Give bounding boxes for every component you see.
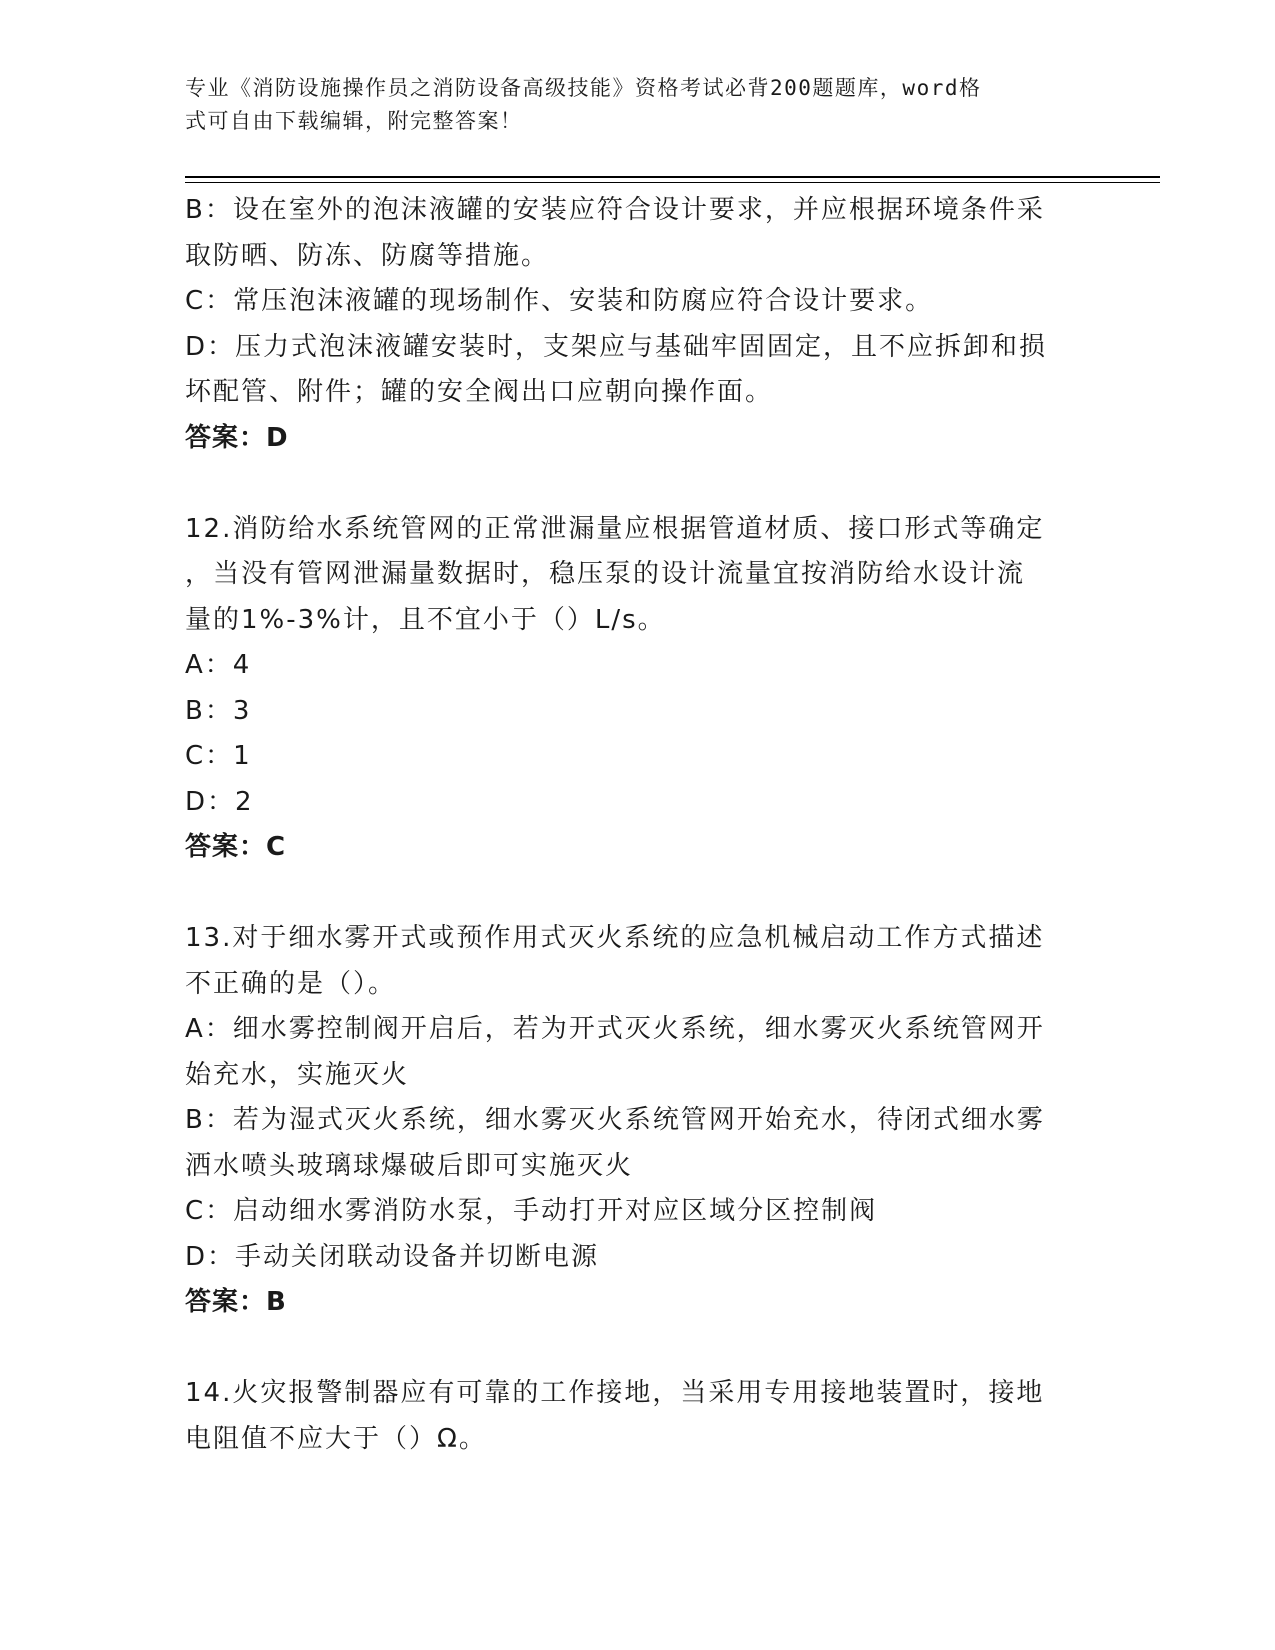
- question-14: [185, 1371, 1075, 1462]
- option-a-line-1: A：细水雾控制阀开启后，若为开式灭火系统，细水雾灭火系统管网开: [185, 1014, 1045, 1044]
- option-c: C：启动细水雾消防水泵，手动打开对应区域分区控制阀: [185, 1196, 878, 1226]
- option-b-line-1: B：若为湿式灭火系统，细水雾灭火系统管网开始充水，待闭式细水雾: [185, 1105, 1045, 1135]
- option-b: B：3: [185, 695, 252, 726]
- question-11: [185, 188, 1075, 461]
- question-stem-line-1: 13.对于细水雾开式或预作用式灭火系统的应急机械启动工作方式描述: [185, 923, 1045, 953]
- question-stem-line-3: 量的1%-3%计，且不宜小于（）L/s。: [185, 604, 666, 635]
- header-line-2: 式可自由下载编辑，附完整答案！: [185, 109, 523, 133]
- question-content: [185, 188, 1075, 1462]
- option-d: D：手动关闭联动设备并切断电源: [185, 1241, 600, 1272]
- header-divider-thick: [185, 176, 1160, 178]
- option-c: C：1: [185, 741, 252, 771]
- question-13: [185, 916, 1075, 1326]
- spacer: [185, 1326, 1075, 1372]
- question-stem-line-2: 不正确的是（）。: [185, 968, 397, 999]
- header-line-1: 专业《消防设施操作员之消防设备高级技能》资格考试必背200题题库，word格: [185, 76, 982, 100]
- option-c: C：常压泡沫液罐的现场制作、安装和防腐应符合设计要求。: [185, 286, 934, 316]
- question-stem-line-1: 12.消防给水系统管网的正常泄漏量应根据管道材质、接口形式等确定: [185, 513, 1045, 544]
- option-d-line-2: 坏配管、附件；罐的安全阀出口应朝向操作面。: [185, 377, 774, 407]
- answer: 答案：C: [185, 832, 287, 862]
- spacer: [185, 461, 1075, 507]
- option-b-line-2: 洒水喷头玻璃球爆破后即可实施灭火: [185, 1150, 634, 1181]
- answer: 答案：B: [185, 1287, 287, 1317]
- option-d: D：2: [185, 786, 254, 817]
- question-stem-line-2: ，当没有管网泄漏量数据时，稳压泵的设计流量宜按消防给水设计流: [185, 559, 1026, 589]
- question-stem-line-2: 电阻值不应大于（）Ω。: [185, 1423, 487, 1454]
- answer: 答案：D: [185, 422, 289, 453]
- document-header: [185, 72, 1065, 138]
- option-a: A：4: [185, 650, 252, 680]
- option-d-line-1: D：压力式泡沫液罐安装时，支架应与基础牢固固定，且不应拆卸和损: [185, 331, 1048, 362]
- option-b-line-1: B：设在室外的泡沫液罐的安装应符合设计要求，并应根据环境条件采: [185, 195, 1045, 225]
- spacer: [185, 871, 1075, 917]
- header-divider-thin: [185, 182, 1160, 183]
- option-a-line-2: 始充水，实施灭火: [185, 1059, 410, 1090]
- question-stem-line-1: 14.火灾报警制器应有可靠的工作接地，当采用专用接地装置时，接地: [185, 1378, 1045, 1408]
- option-b-line-2: 取防晒、防冻、防腐等措施。: [185, 240, 550, 271]
- question-12: [185, 507, 1075, 871]
